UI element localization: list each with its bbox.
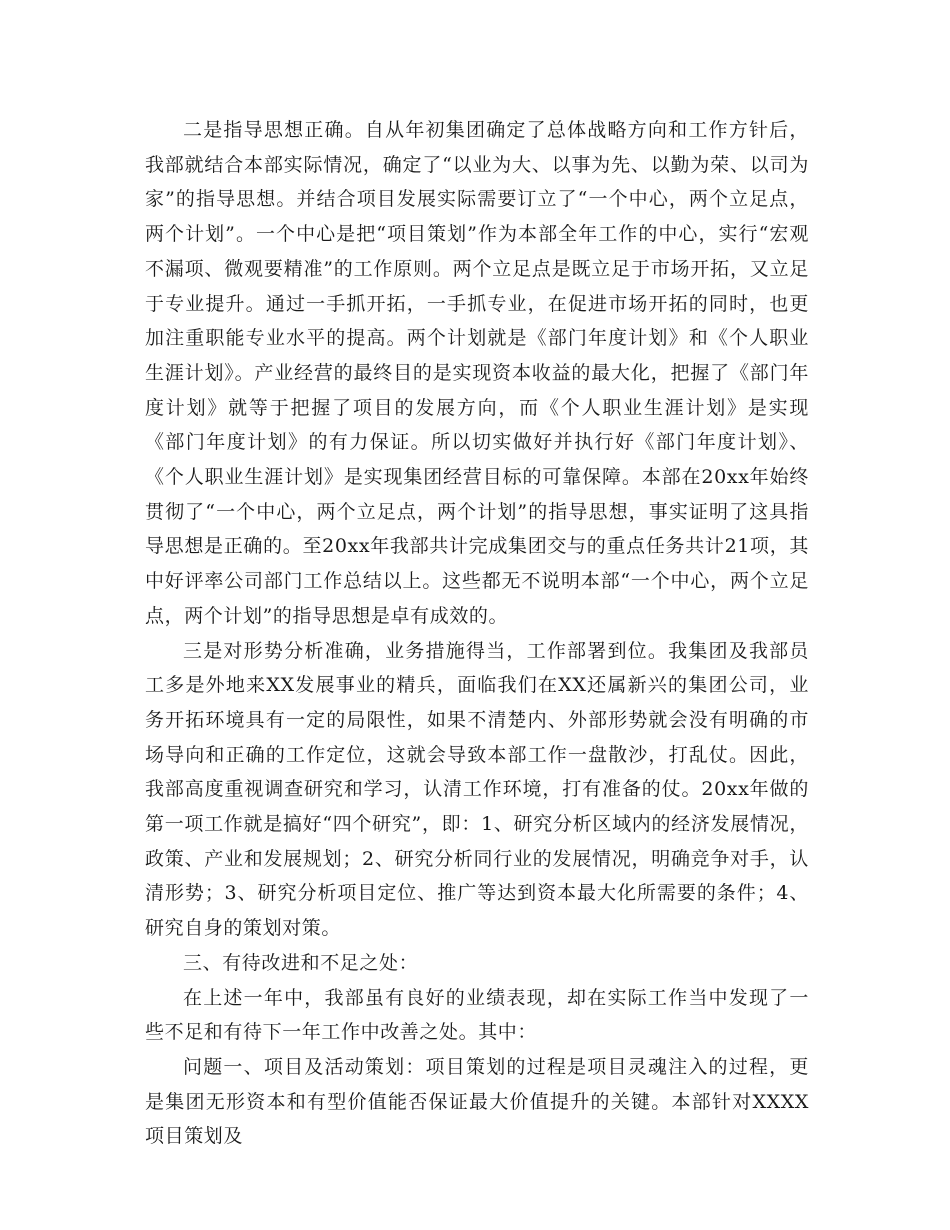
paragraph-situation-analysis: 三是对形势分析准确，业务措施得当，工作部署到位。我集团及我部员工多是外地来XX发展事业的精兵，面临我们在XX还属新兴的集团公司，业务开拓环境具有一定的局限性，如果不清楚内、外部形势就会没有明确的市场导向和正确的工作定位，这就会导致本部工作一盘散沙，打乱仗。因此，我部高度重视调查研究和学习，认清工作环境，打有准备的仗。20xx年做的第一项工作就是搞好“四个研究”，即：1、研究分析区域内的经济发展情况，政策、产业和发展规划；2、研究分析同行业的发展情况，明确竞争对手，认清形势；3、研究分析项目定位、推广等达到资本最大化所需要的条件；4、研究自身的策划对策。 xyxy=(145,639,809,940)
paragraph-guiding-ideology: 二是指导思想正确。自从年初集团确定了总体战略方向和工作方针后，我部就结合本部实际情况，确定了“以业为大、以事为先、以勤为荣、以司为家”的指导思想。并结合项目发展实际需要订立了“一个中心，两个立足点，两个计划”。一个中心是把“项目策划”作为本部全年工作的中心，实行“宏观不漏项、微观要精准”的工作原则。两个立足点是既立足于市场开拓，又立足于专业提升。通过一手抓开拓，一手抓专业，在促进市场开拓的同时，也更加注重职能专业水平的提高。两个计划就是《部门年度计划》和《个人职业生涯计划》。产业经营的最终目的是实现资本收益的最大化，把握了《部门年度计划》就等于把握了项目的发展方向，而《个人职业生涯计划》是实现《部门年度计划》的有力保证。所以切实做好并执行好《部门年度计划》、《个人职业生涯计划》是实现集团经营目标的可靠保障。本部在20xx年始终贯彻了“一个中心，两个立足点，两个计划”的指导思想，事实证明了这具指导思想是正确的。至20xx年我部共计完成集团交与的重点任务共计21项，其中好评率公司部门工作总结以上。这些都无不说明本部“一个中心，两个立足点，两个计划”的指导思想是卓有成效的。 xyxy=(145,119,809,627)
section-heading-improvements: 三、有待改进和不足之处： xyxy=(183,951,419,974)
paragraph-shortcomings-intro: 在上述一年中，我部虽有良好的业绩表现，却在实际工作当中发现了一些不足和有待下一年工作中改善之处。其中： xyxy=(145,986,809,1044)
document-body xyxy=(145,113,809,1154)
paragraph-problem-one: 问题一、项目及活动策划：项目策划的过程是项目灵魂注入的过程，更是集团无形资本和有型价值能否保证最大价值提升的关键。本部针对XXXX项目策划及 xyxy=(145,1055,809,1148)
